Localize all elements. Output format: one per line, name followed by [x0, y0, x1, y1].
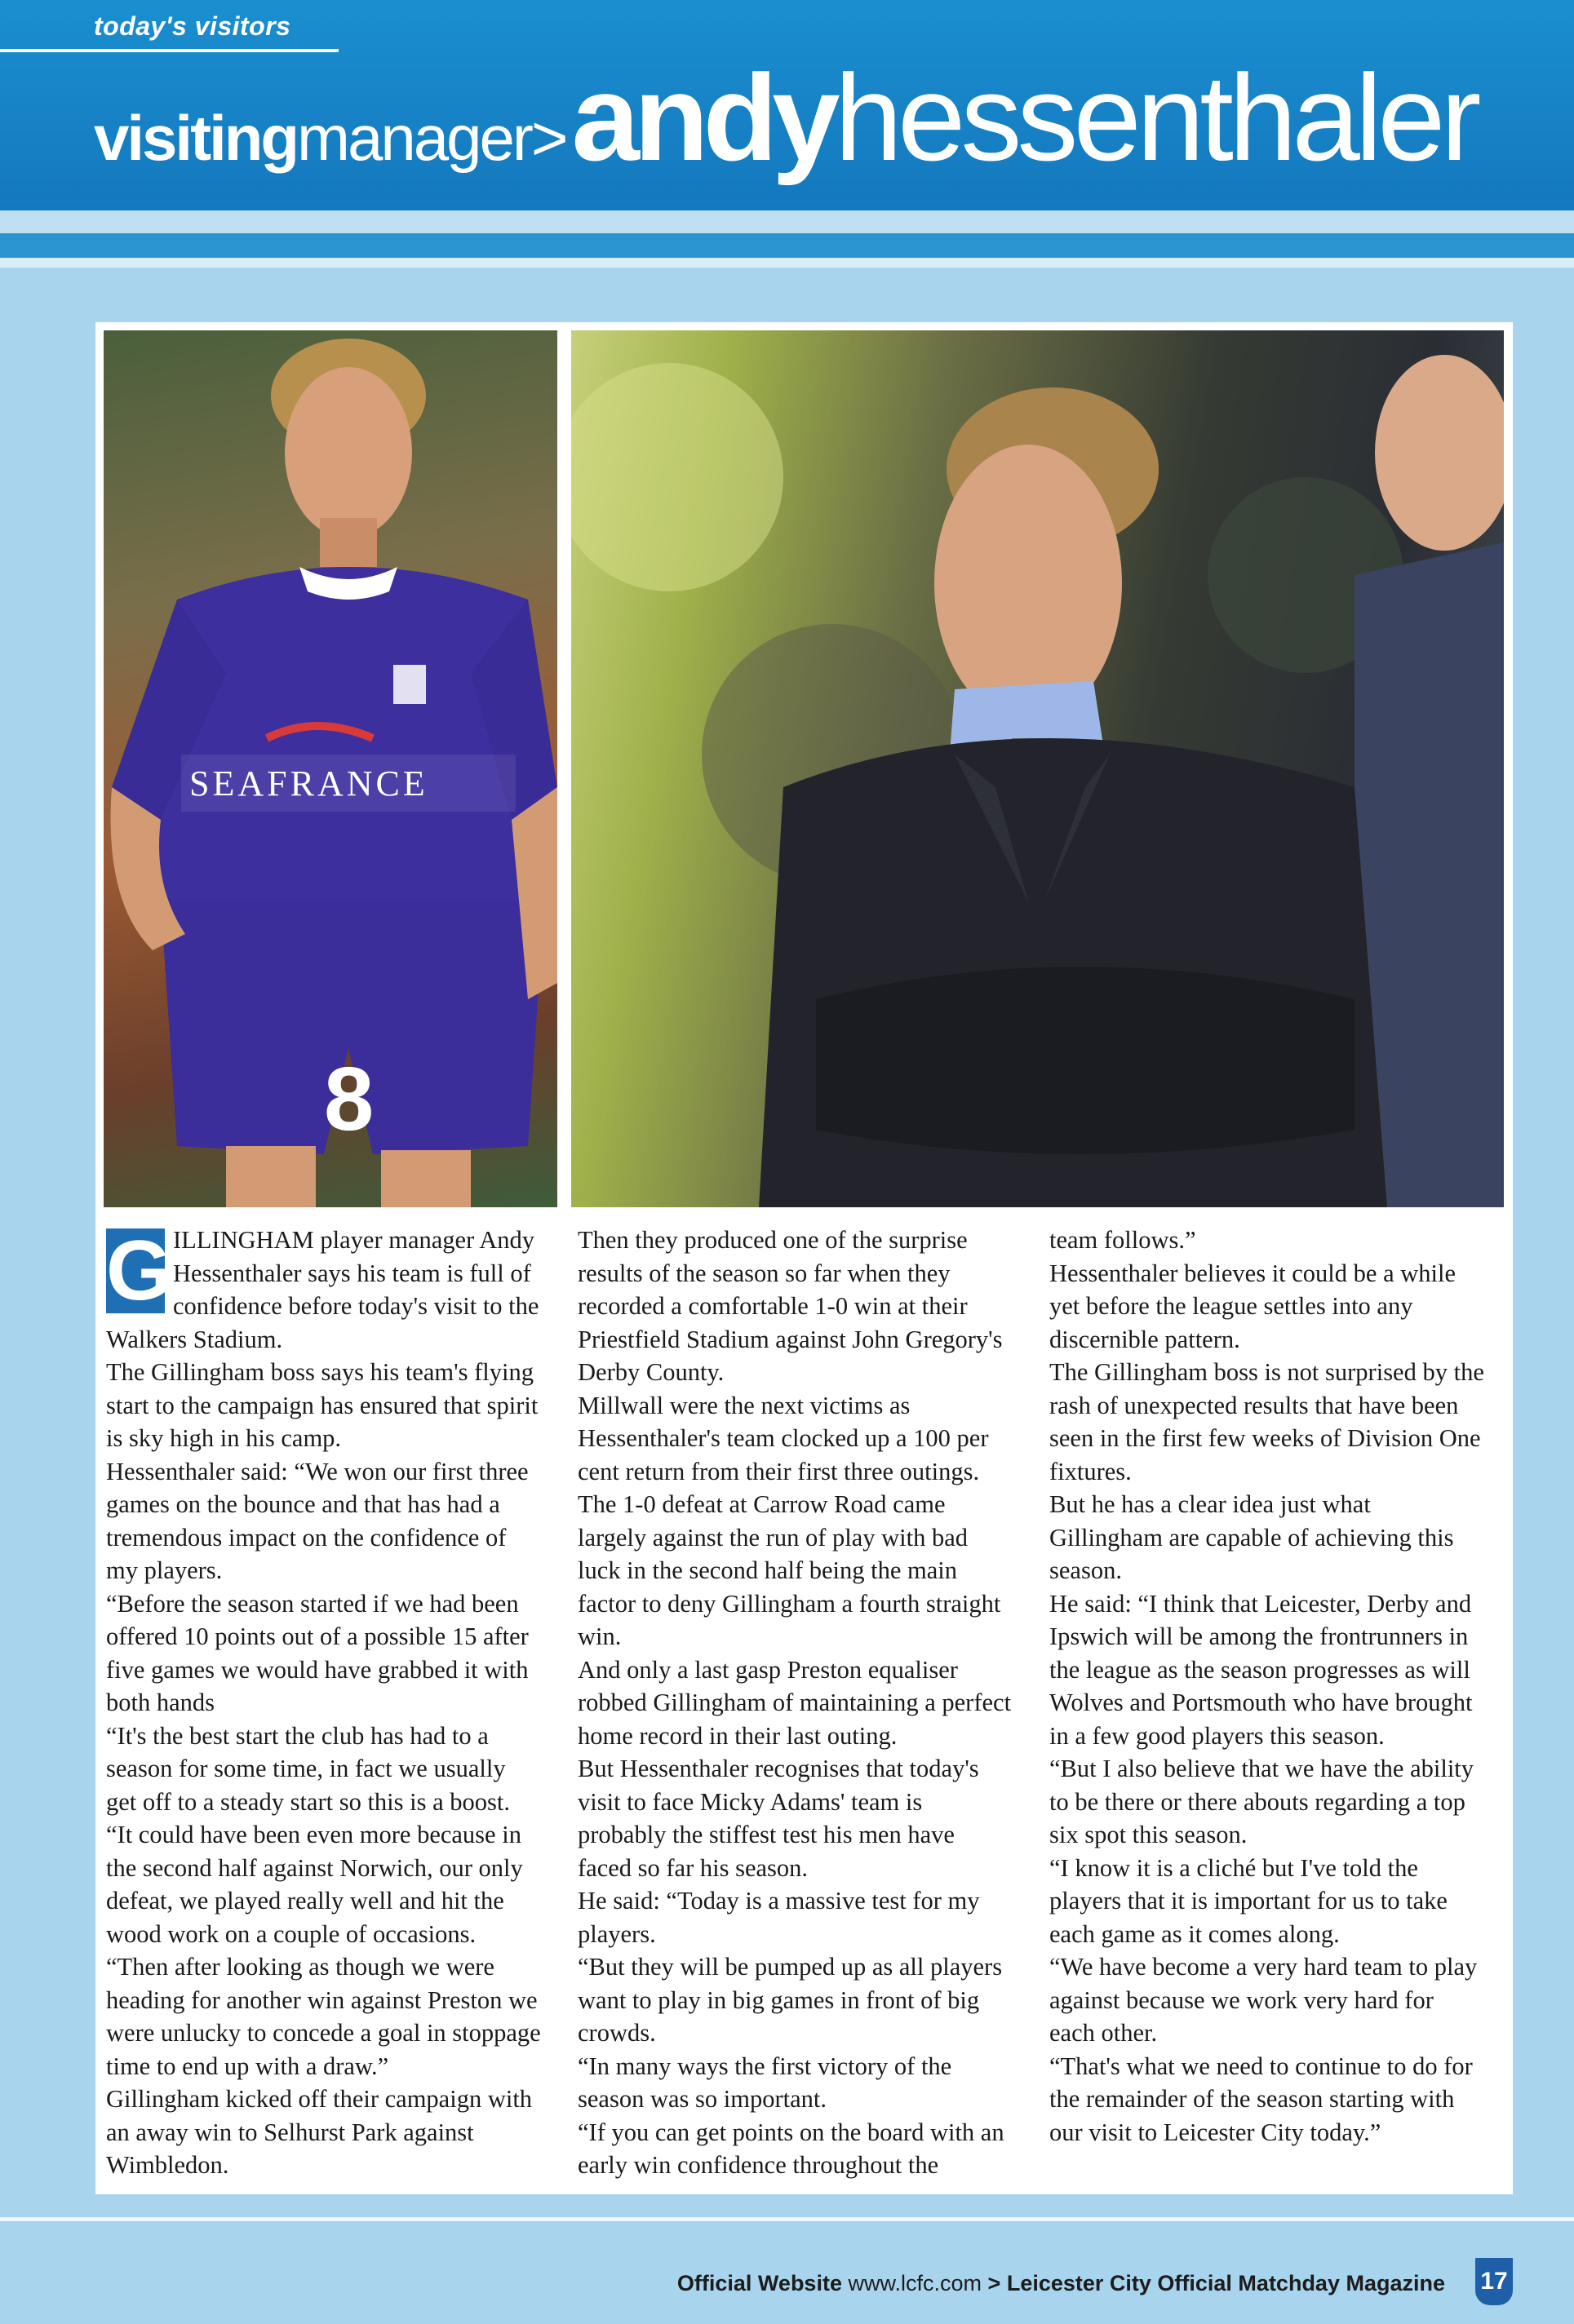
paragraph: Hessenthaler believes it could be a while yet before the league settles into any discernible pattern.	[1049, 1259, 1456, 1353]
article-column-2	[578, 1224, 1013, 2186]
paragraph: And only a last gasp Preston equaliser robbed Gillingham of maintaining a perfect home record in their last outing.	[578, 1655, 1012, 1750]
paragraph: But he has a clear idea just what Gillingham are capable of achieving this season.	[1049, 1490, 1454, 1584]
header-stripe-blue	[0, 233, 1574, 258]
header-stripe-pale	[0, 258, 1574, 268]
page-number-badge	[1475, 2258, 1513, 2305]
paragraph: “That's what we need to continue to do for the remainder of the season starting with our visit to Leicester City today.”	[1049, 2052, 1473, 2146]
paragraph: But Hessenthaler recognises that today's visit to face Micky Adams' team is probably the stiffest test his men have faced so far his season.	[578, 1755, 979, 1882]
footer-separator: >	[987, 2271, 1001, 2295]
paragraph: Gillingham kicked off their campaign with an away win to Selhurst Park against Wimbledon.	[106, 2085, 533, 2179]
paragraph: “But I also believe that we have the ability to be there or there abouts regarding a top six spot this season.	[1049, 1755, 1474, 1848]
paragraph: Then they produced one of the surprise results of the season so far when they recorded a comfortable 1-0 win at their Priestfield Stadium against John Gregory's Derby County.	[578, 1226, 1003, 1386]
title-manager: manager	[297, 102, 531, 174]
paragraph: “In many ways the first victory of the season was so important.	[578, 2052, 952, 2113]
manager-photo	[571, 330, 1504, 1207]
paragraph: “I know it is a cliché but I've told the players that it is important for us to take each game as it comes along.	[1049, 1853, 1448, 1948]
paragraph: “If you can get points on the board with an early win confidence throughout the	[578, 2118, 1004, 2179]
article-panel	[95, 322, 1513, 2194]
paragraph: “But they will be pumped up as all players want to play in big games in front of big crowds.	[578, 1953, 1003, 2047]
article-column-3	[1049, 1224, 1485, 2186]
paragraph: “We have become a very hard team to play against because we work very hard for each other.	[1049, 1953, 1478, 2047]
footer-credit	[677, 2271, 1445, 2296]
title-first-name: andy	[571, 49, 835, 186]
paragraph: Hessenthaler said: “We won our first three games on the bounce and that has had a tremendous impact on the confidence of my players.	[106, 1457, 529, 1584]
footer-rule	[0, 2217, 1574, 2221]
paragraph: ILLINGHAM player manager Andy Hessenthaler says his team is full of confidence before today's visit to the Walkers Stadium.	[106, 1226, 539, 1353]
paragraph: “It could have been even more because in the second half against Norwich, our only defeat, we played really well and hit the wood work on a couple of occasions.	[106, 1821, 523, 1948]
paragraph: He said: “Today is a massive test for my players.	[578, 1887, 980, 1948]
title-visiting: visiting	[94, 102, 298, 174]
svg-text:SEAFRANCE: SEAFRANCE	[189, 764, 428, 803]
paragraph: The Gillingham boss is not surprised by the rash of unexpected results that have been seen in the first few weeks of Division One fixtures.	[1049, 1358, 1484, 1485]
page-number: 17	[1480, 2268, 1508, 2295]
paragraph: Millwall were the next victims as Hessenthaler's team clocked up a 100 per cent return from their first three outings.	[578, 1391, 989, 1485]
paragraph: team follows.”	[1049, 1226, 1196, 1254]
header-stripe-light	[0, 210, 1574, 233]
header-banner	[0, 0, 1574, 210]
paragraph: “Then after looking as though we were heading for another win against Preston we were unlucky to concede a goal in stoppage time to end up with a draw.”	[106, 1953, 541, 2080]
article-body	[106, 1224, 1503, 2186]
footer-magazine: Leicester City Official Matchday Magazine	[1006, 2271, 1445, 2295]
drop-cap: G	[106, 1224, 172, 1318]
section-kicker: today's visitors	[94, 11, 291, 41]
svg-text:8: 8	[324, 1049, 375, 1149]
paragraph: “It's the best start the club has had to a season for some time, in fact we usually get off to a steady start so this is a boost.	[106, 1721, 510, 1816]
footer-label: Official Website	[676, 2271, 842, 2295]
player-illustration	[104, 330, 557, 1207]
paragraph: He said: “I think that Leicester, Derby and Ipswich will be among the frontrunners in the league as the season progresses as will Wolves and Portsmouth who have brought in a few good players this season.	[1049, 1589, 1473, 1750]
footer-url[interactable]: www.lcfc.com	[848, 2271, 982, 2295]
title-separator: >	[530, 102, 569, 174]
article-column-1	[106, 1224, 542, 2186]
paragraph: “Before the season started if we had been offered 10 points out of a possible 15 after five games we would have grabbed it with both hands	[106, 1589, 529, 1716]
paragraph: The 1-0 defeat at Carrow Road came largely against the run of play with bad luck in the second half being the main factor to deny Gillingham a fourth straight win.	[578, 1490, 1001, 1650]
page-title	[94, 47, 1477, 186]
manager-illustration	[571, 330, 1504, 1207]
title-last-name: hessenthaler	[834, 49, 1477, 186]
player-photo	[104, 330, 557, 1207]
paragraph: The Gillingham boss says his team's flying start to the campaign has ensured that spirit is sky high in his camp.	[106, 1358, 539, 1452]
